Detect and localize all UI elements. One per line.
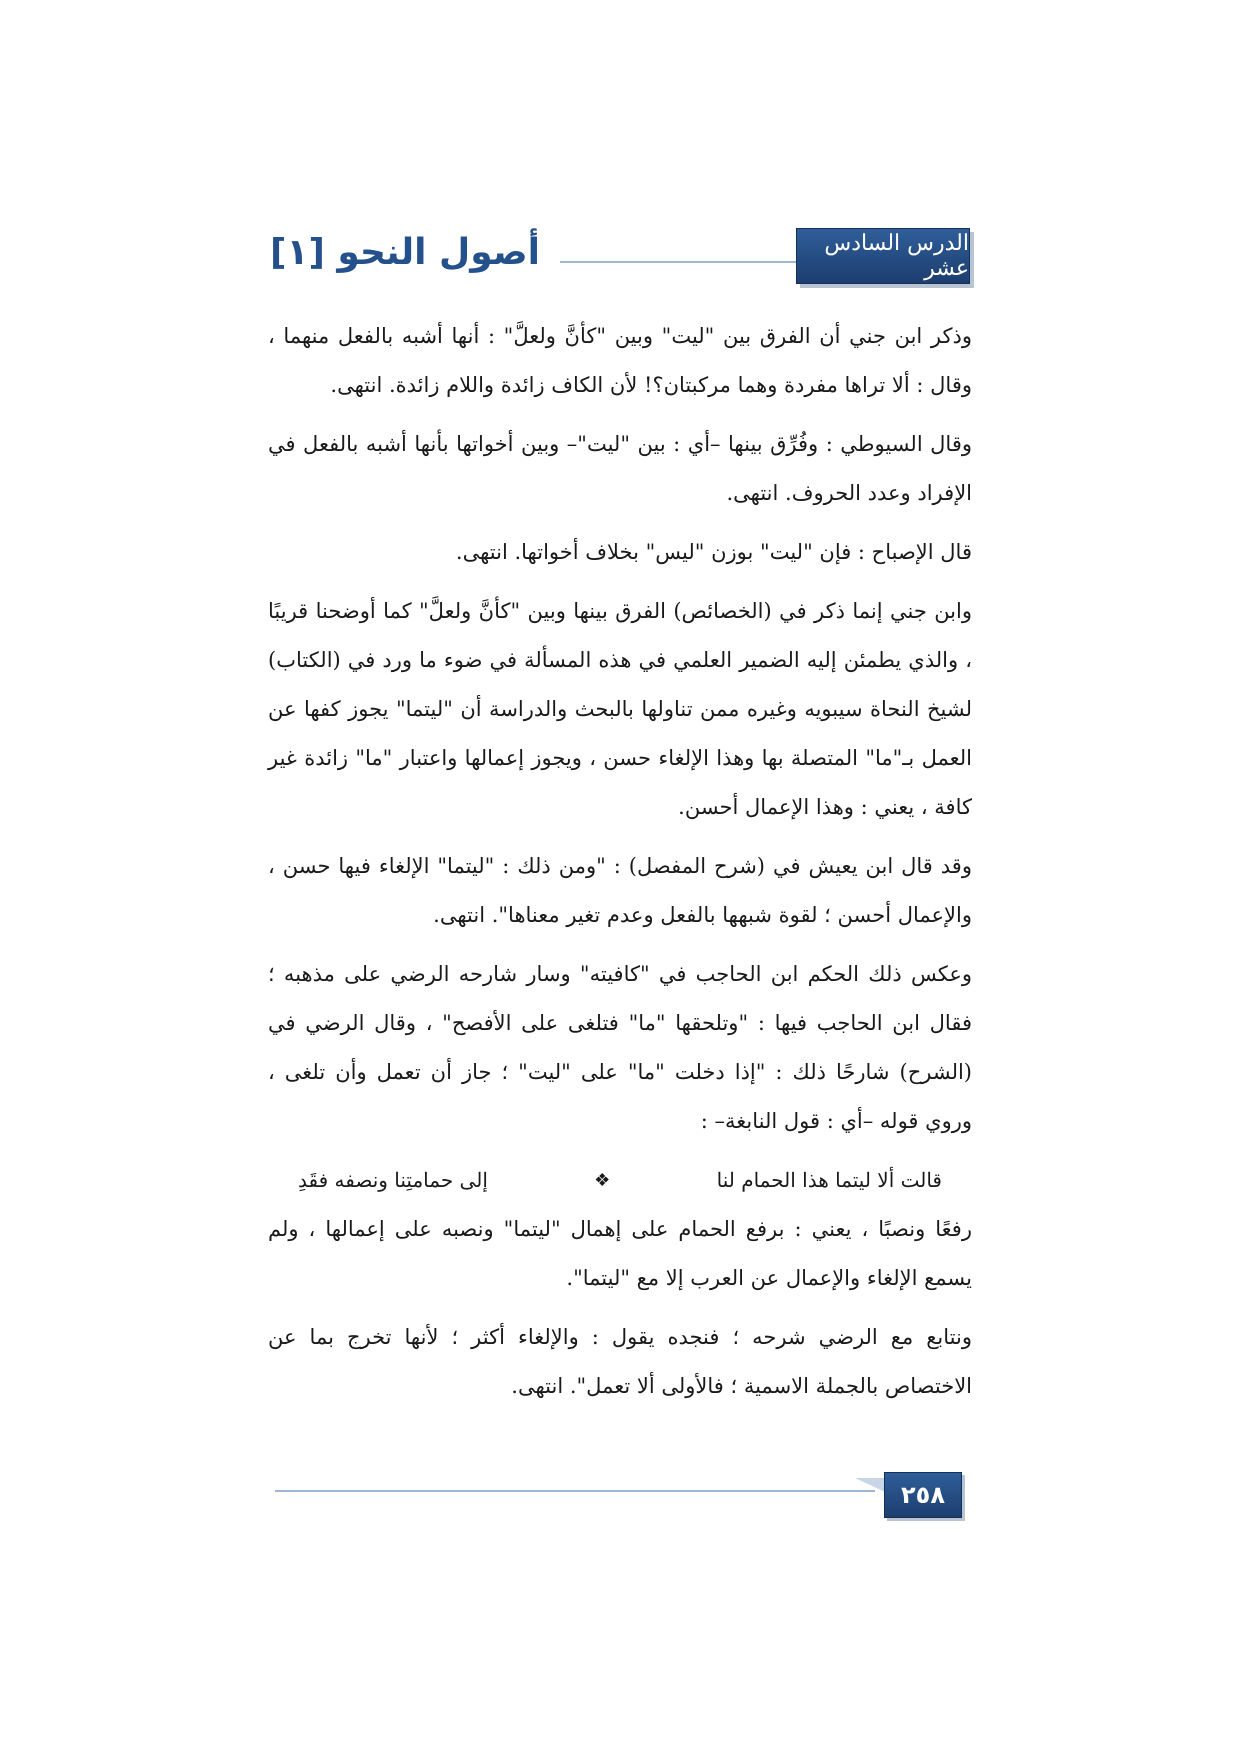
book-title: أصول النحو [١] <box>270 232 540 273</box>
verse-second-hemistich: إلى حمامتِنا ونصفه فقَدِ <box>298 1168 488 1192</box>
footer-wedge-decoration <box>855 1478 885 1492</box>
header-rule <box>560 261 830 263</box>
verse-first-hemistich: قالت ألا ليتما هذا الحمام لنا <box>716 1168 942 1192</box>
paragraph: ونتابع مع الرضي شرحه ؛ فنجده يقول : والإلغاء أكثر ؛ لأنها تخرج بما عن الاختصاص بالجملة الاسمية ؛ فالأولى ألا تعمل". انتهى. <box>268 1325 972 1398</box>
body-text <box>268 312 972 1421</box>
paragraph: رفعًا ونصبًا ، يعني : برفع الحمام على إهمال "ليتما" ونصبه على إعمالها ، ولم يسمع الإلغاء والإعمال عن العرب إلا مع "ليتما". <box>268 1217 972 1290</box>
lesson-label: الدرس السادس عشر <box>796 228 970 284</box>
poetry-verse <box>268 1156 972 1205</box>
paragraph: وقد قال ابن يعيش في (شرح المفصل) : "ومن ذلك : "ليتما" الإلغاء فيها حسن ، والإعمال أحسن ؛ لقوة شبهها بالفعل وعدم تغير معناها". انتهى. <box>268 854 972 927</box>
verse-separator-icon: ❖ <box>594 1170 611 1191</box>
paragraph: وقال السيوطي : وفُرِّق بينها –أي : بين "ليت"– وبين أخواتها بأنها أشبه بالفعل في الإفراد وعدد الحروف. انتهى. <box>268 432 972 505</box>
paragraph: وابن جني إنما ذكر في (الخصائص) الفرق بينها وبين "كأنَّ ولعلَّ" كما أوضحنا قريبًا ، والذي يطمئن إليه الضمير العلمي في هذه المسألة في ضوء ما ورد في (الكتاب) لشيخ النحاة سيبويه وغيره ممن تناولها بالبحث والدراسة أن "ليتما" يجوز كفها عن العمل بـ"ما" المتصلة بها وهذا الإلغاء حسن ، ويجوز إعمالها واعتبار "ما" زائدة غير كافة ، يعني : وهذا الإعمال أحسن. <box>268 599 972 819</box>
paragraph: قال الإصباح : فإن "ليت" بوزن "ليس" بخلاف أخواتها. انتهى. <box>455 540 972 564</box>
page-number: ٢٥٨ <box>884 1472 962 1518</box>
paragraph: وعكس ذلك الحكم ابن الحاجب في "كافيته" وسار شارحه الرضي على مذهبه ؛ فقال ابن الحاجب فيها : "وتلحقها "ما" فتلغى على الأفصح" ، وقال الرضي في (الشرح) شارحًا ذلك : "إذا دخلت "ما" على "ليت" ؛ جاز أن تعمل وأن تلغى ، وروي قوله –أي : قول النابغة– : <box>268 962 972 1133</box>
paragraph: وذكر ابن جني أن الفرق بين "ليت" وبين "كأنَّ ولعلَّ" : أنها أشبه بالفعل منهما ، وقال : ألا تراها مفردة وهما مركبتان؟! لأن الكاف زائدة واللام زائدة. انتهى. <box>268 324 972 397</box>
page-header <box>270 228 970 288</box>
footer-rule <box>275 1490 875 1492</box>
